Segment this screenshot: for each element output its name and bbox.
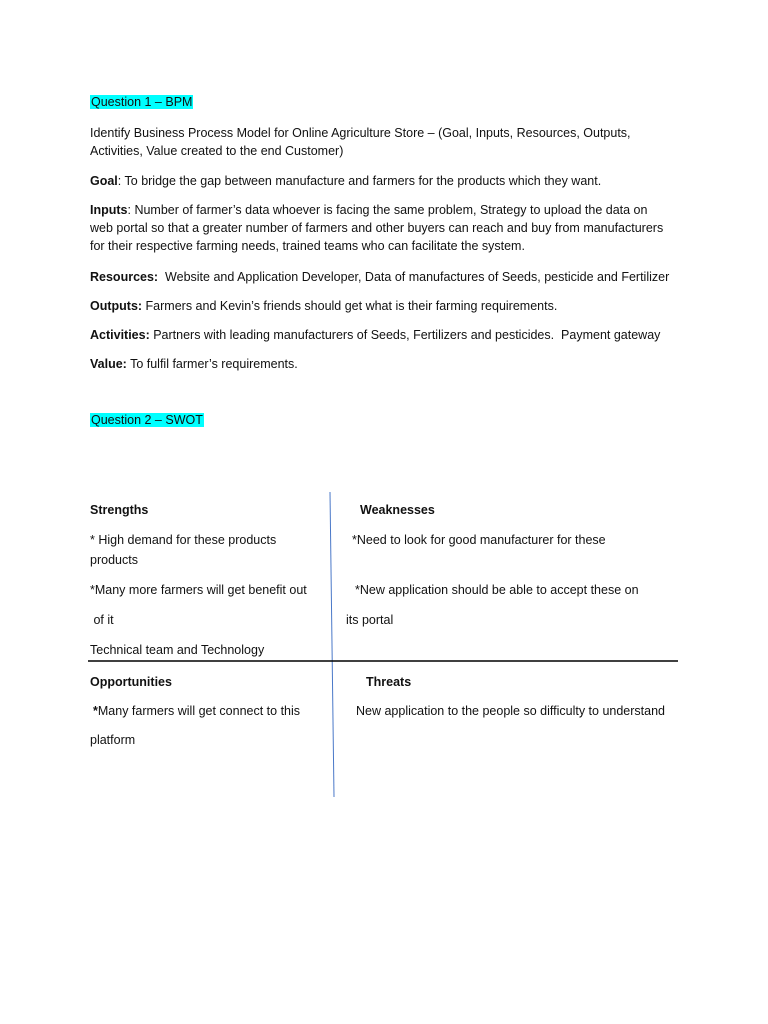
weaknesses-item-1: *Need to look for good manufacturer for these <box>352 533 606 547</box>
inputs-line-3: for their respective farming needs, trained teams who can facilitate the system. <box>90 239 525 253</box>
opportunities-header: Opportunities <box>90 675 172 689</box>
threats-item-1: New application to the people so difficulty to understand <box>356 704 665 718</box>
outputs-text: Farmers and Kevin’s friends should get what is their farming requirements. <box>142 299 558 313</box>
strengths-item-1-continued: products <box>90 553 138 567</box>
bpm-intro-line-1: Identify Business Process Model for Online Agriculture Store – (Goal, Inputs, Resources, Outputs, <box>90 126 631 140</box>
opportunities-item-1-text: Many farmers will get connect to this <box>97 704 301 718</box>
weaknesses-item-2-continued: its portal <box>346 613 394 627</box>
strengths-item-1: * High demand for these products <box>90 533 277 547</box>
outputs-label: Outputs: <box>90 299 143 313</box>
weaknesses-item-2: *New application should be able to accept these on <box>355 583 639 597</box>
strengths-item-2-continued: of it <box>90 613 114 627</box>
inputs-line-2: web portal so that a greater number of farmers and other buyers can reach and buy from manufacturers <box>90 221 664 235</box>
swot-vertical-divider <box>330 492 334 797</box>
bpm-intro-line-2: Activities, Value created to the end Customer) <box>90 144 344 158</box>
strengths-item-2: *Many more farmers will get benefit out <box>90 583 307 597</box>
opportunities-bullet: * <box>93 704 98 718</box>
question-2-title-text: Question 2 – SWOT <box>91 413 203 427</box>
threats-header: Threats <box>366 675 412 689</box>
question-1-title-text: Question 1 – BPM <box>91 95 193 109</box>
opportunities-item-1-continued: platform <box>90 733 136 747</box>
goal-label: Goal <box>90 174 118 188</box>
resources-label: Resources: <box>90 270 159 284</box>
value-label: Value: <box>90 357 127 371</box>
weaknesses-header: Weaknesses <box>360 503 435 517</box>
inputs-label: Inputs <box>90 203 128 217</box>
value-text: To fulfil farmer’s requirements. <box>126 357 298 371</box>
goal-text: : To bridge the gap between manufacture and farmers for the products which they want. <box>117 174 602 188</box>
strengths-header: Strengths <box>90 503 149 517</box>
activities-label: Activities: <box>90 328 150 342</box>
strengths-item-3: Technical team and Technology <box>90 643 265 657</box>
resources-text: Website and Application Developer, Data of manufactures of Seeds, pesticide and Fertilizer <box>158 270 670 284</box>
opportunities-item-1 <box>93 704 300 718</box>
inputs-line-1: : Number of farmer’s data whoever is facing the same problem, Strategy to upload the data on <box>127 203 648 217</box>
activities-text: Partners with leading manufacturers of Seeds, Fertilizers and pesticides. Payment gateway <box>149 328 661 342</box>
